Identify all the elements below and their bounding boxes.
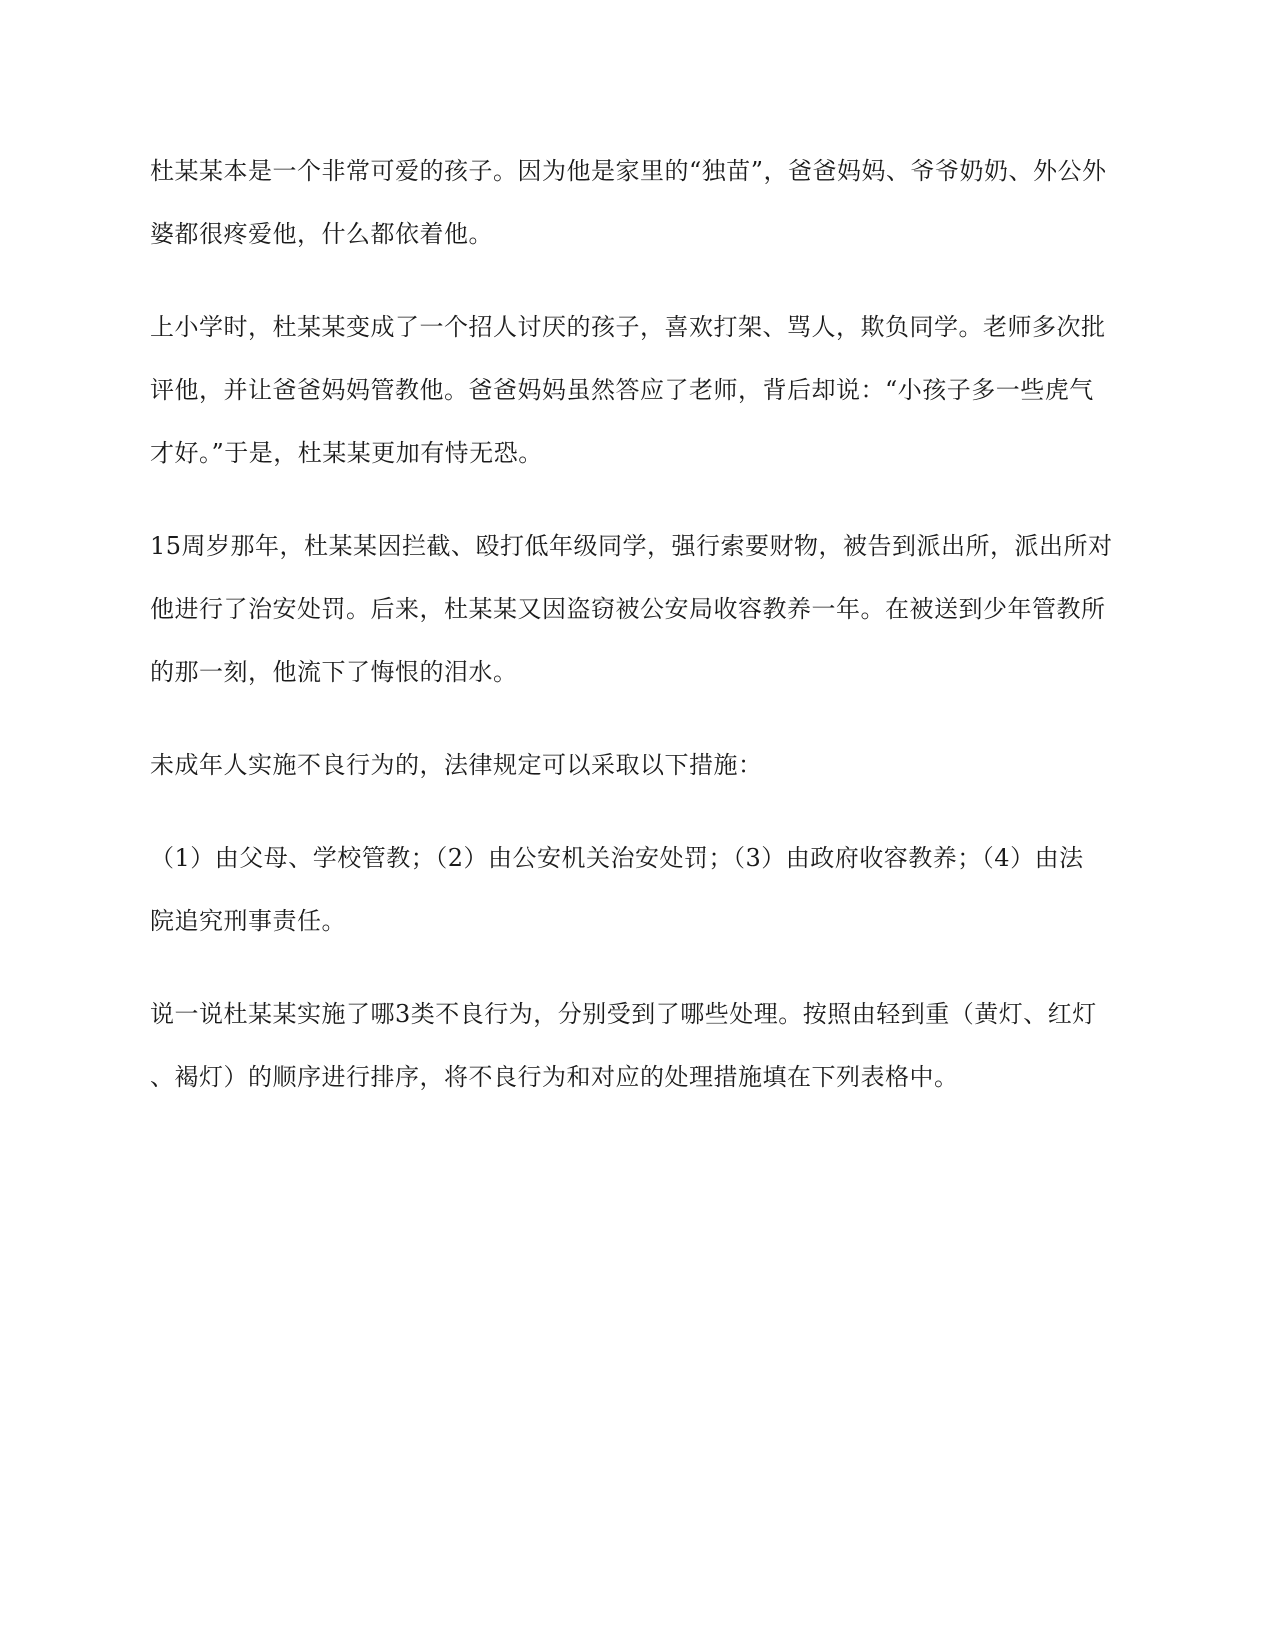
text-line: 婆都很疼爱他，什么都依着他。 (150, 220, 493, 248)
text-line: 他进行了治安处罚。后来，杜某某又因盗窃被公安局收容教养一年。在被送到少年管教所 (150, 595, 1106, 623)
text-line: （1）由父母、学校管教；（2）由公安机关治安处罚；（3）由政府收容教养；（4）由法 (150, 844, 1084, 872)
text-line: 的那一刻，他流下了悔恨的泪水。 (150, 658, 518, 686)
text-line: 院追究刑事责任。 (150, 907, 346, 935)
paragraph-story-intro (150, 140, 1125, 266)
paragraph-primary-school (150, 296, 1125, 485)
paragraph-legal-measures-intro (150, 734, 1125, 797)
document-body (150, 140, 1125, 1139)
paragraph-age-fifteen (150, 515, 1125, 704)
text-line: 未成年人实施不良行为的，法律规定可以采取以下措施： (150, 751, 763, 779)
text-line: 、褐灯）的顺序进行排序，将不良行为和对应的处理措施填在下列表格中。 (150, 1063, 959, 1091)
text-line: 杜某某本是一个非常可爱的孩子。因为他是家里的“独苗”，爸爸妈妈、爷爷奶奶、外公外 (150, 157, 1107, 185)
text-line: 15周岁那年，杜某某因拦截、殴打低年级同学，强行索要财物，被告到派出所，派出所对 (150, 532, 1113, 560)
paragraph-legal-measures-list (150, 827, 1125, 953)
text-line: 才好。”于是，杜某某更加有恃无恐。 (150, 439, 543, 467)
text-line: 上小学时，杜某某变成了一个招人讨厌的孩子，喜欢打架、骂人，欺负同学。老师多次批 (150, 313, 1106, 341)
text-line: 说一说杜某某实施了哪3类不良行为，分别受到了哪些处理。按照由轻到重（黄灯、红灯 (150, 1000, 1097, 1028)
paragraph-task-instruction (150, 983, 1125, 1109)
text-line: 评他，并让爸爸妈妈管教他。爸爸妈妈虽然答应了老师，背后却说：“小孩子多一些虎气 (150, 376, 1094, 404)
